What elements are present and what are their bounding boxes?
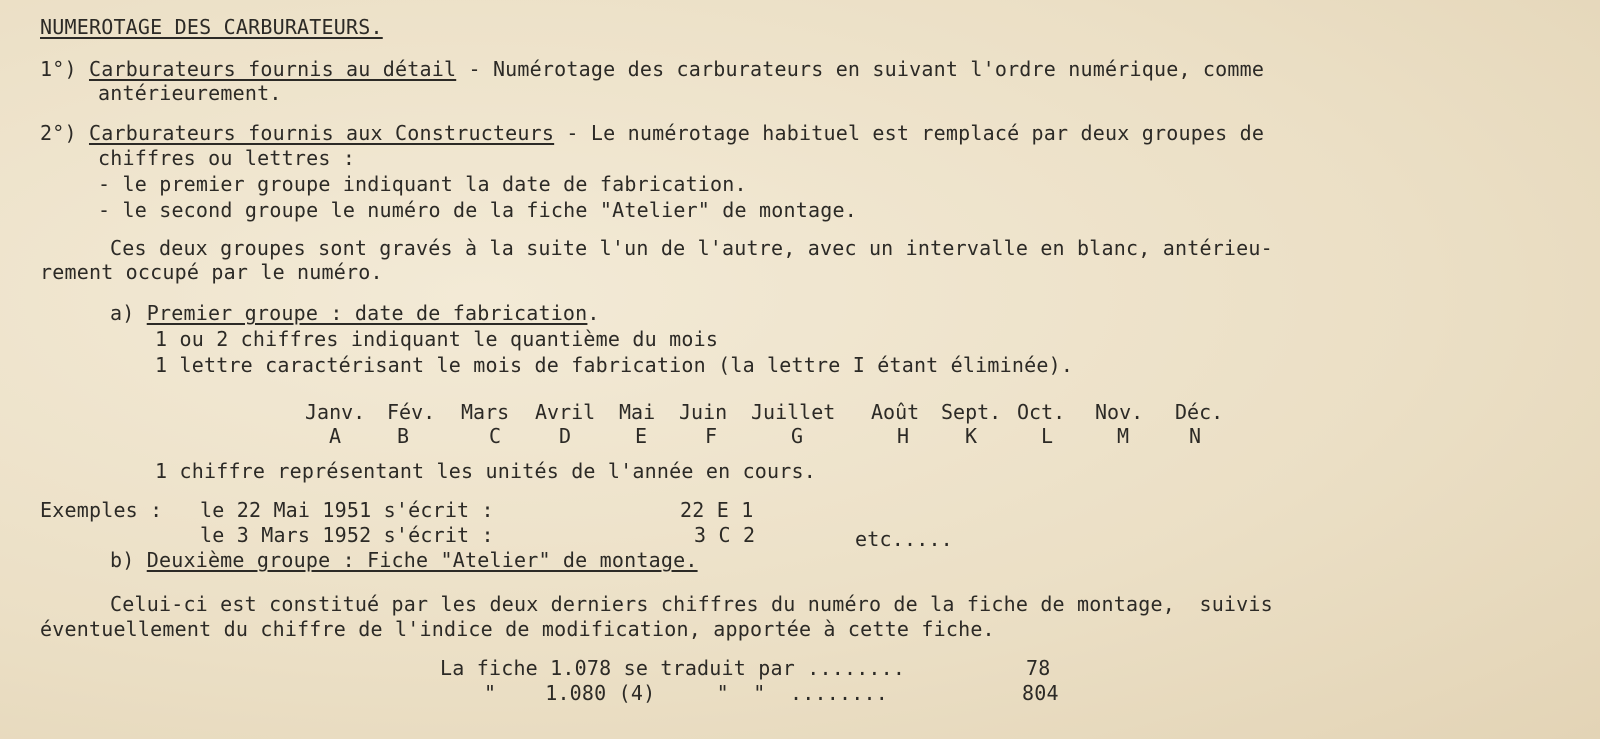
month-letter: C — [489, 424, 502, 448]
item-2-bullet-2: - le second groupe le numéro de la fiche "Atelier" de montage. — [98, 198, 857, 222]
month-letter: M — [1117, 424, 1130, 448]
example-2-code: 3 C 2 — [694, 523, 756, 547]
month-letter: N — [1189, 424, 1202, 448]
section-a-line-1: 1 ou 2 chiffres indiquant le quantième du mois — [155, 327, 719, 351]
item-2-bullet-1: - le premier groupe indiquant la date de fabrication. — [98, 172, 747, 196]
section-a-line-2: 1 lettre caractérisant le mois de fabrication (la lettre I étant éliminée). — [155, 353, 1074, 377]
month-name: Mai — [619, 400, 656, 424]
month-name: Août — [871, 400, 920, 424]
fiche-row-2-value: 804 — [1022, 681, 1059, 705]
document-title: NUMEROTAGE DES CARBURATEURS. — [40, 15, 383, 39]
examples-label: Exemples : — [40, 498, 163, 522]
item-2-number: 2°) — [40, 121, 77, 145]
month-name: Nov. — [1095, 400, 1144, 424]
month-letter: E — [635, 424, 648, 448]
fiche-row-1-value: 78 — [1026, 656, 1051, 680]
item-1-number: 1°) — [40, 57, 77, 81]
month-name: Mars — [461, 400, 510, 424]
month-letter: K — [965, 424, 978, 448]
item-1-heading: Carburateurs fournis au détail — [88, 57, 457, 81]
item-1-line — [40, 56, 1264, 82]
month-name: Oct. — [1017, 400, 1066, 424]
month-name: Sept. — [941, 400, 1002, 424]
item-2-line — [40, 120, 1264, 146]
month-letter: A — [329, 424, 342, 448]
item-2-heading: Carburateurs fournis aux Constructeurs — [88, 121, 555, 145]
month-letter: G — [791, 424, 804, 448]
examples-etc: etc..... — [855, 527, 953, 551]
fiche-row-2-text: " 1.080 (4) " " ........ — [484, 681, 888, 705]
section-a-heading-line — [110, 300, 600, 326]
section-b-line-2: éventuellement du chiffre de l'indice de modification, apportée à cette fiche. — [40, 617, 995, 641]
section-a-line-3: 1 chiffre représentant les unités de l'année en cours. — [155, 459, 817, 483]
section-a-heading-period: . — [587, 301, 600, 325]
fiche-row-1-text: La fiche 1.078 se traduit par ........ — [440, 656, 906, 680]
section-a-label: a) — [110, 301, 135, 325]
month-name: Fév. — [387, 400, 436, 424]
item-1-text: - Numérotage des carburateurs en suivant l'ordre numérique, comme — [456, 57, 1265, 81]
month-letter: D — [559, 424, 572, 448]
month-name: Janv. — [305, 400, 366, 424]
section-b-label: b) — [110, 548, 135, 572]
month-letter: F — [705, 424, 718, 448]
section-b-line-1: Celui-ci est constitué par les deux derniers chiffres du numéro de la fiche de montage, suivis — [110, 592, 1273, 616]
month-letter: B — [397, 424, 410, 448]
example-1-text: le 22 Mai 1951 s'écrit : — [200, 498, 494, 522]
month-name: Déc. — [1175, 400, 1224, 424]
month-letter: H — [897, 424, 910, 448]
month-name: Juin — [679, 400, 728, 424]
example-1-code: 22 E 1 — [680, 498, 754, 522]
item-2-continuation: chiffres ou lettres : — [98, 146, 356, 170]
paragraph-line-2: rement occupé par le numéro. — [40, 260, 383, 284]
month-name: Avril — [535, 400, 596, 424]
item-2-text: - Le numérotage habituel est remplacé par deux groupes de — [554, 121, 1265, 145]
month-letter: L — [1041, 424, 1054, 448]
months-table — [305, 400, 1255, 456]
paragraph-line-1: Ces deux groupes sont gravés à la suite l'un de l'autre, avec un intervalle en blanc, antérieu- — [110, 236, 1273, 260]
month-name: Juillet — [751, 400, 836, 424]
item-1-continuation: antérieurement. — [98, 81, 282, 105]
section-b-heading-line — [110, 547, 698, 573]
section-a-heading: Premier groupe : date de fabrication — [146, 301, 588, 325]
section-b-heading: Deuxième groupe : Fiche "Atelier" de montage. — [146, 548, 698, 572]
example-2-text: le 3 Mars 1952 s'écrit : — [200, 523, 494, 547]
